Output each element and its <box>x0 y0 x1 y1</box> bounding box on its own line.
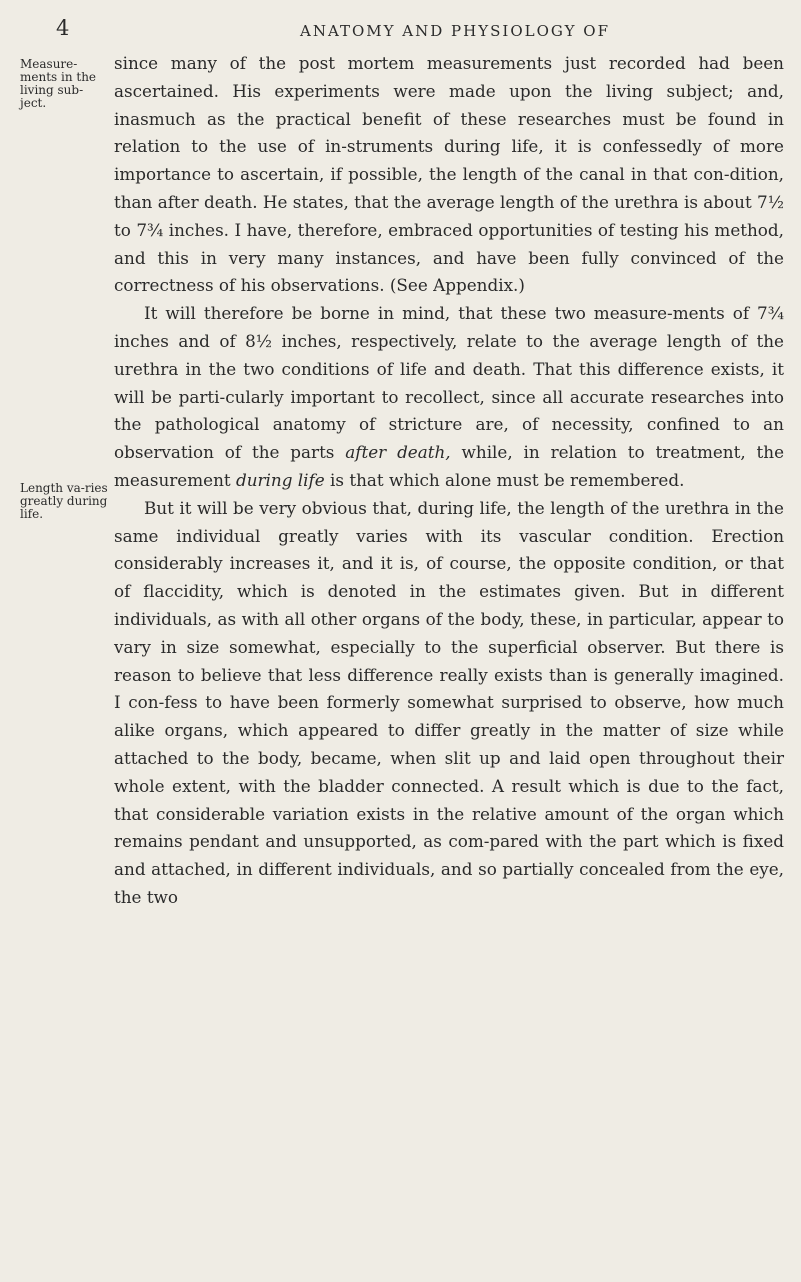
paragraph-3: But it will be very obvious that, during life, the length of the urethra in the same individual greatly varies with its vascular condition. Erection considerably increases it, and it is, of course, the opposite condition, or that of flaccidity, which is denoted in the estimates given. But in different individuals, as with all other organs of the body, these, in particular, appear to vary in size somewhat, especially to the superficial observer. But there is reason to believe that less difference really exists than is generally imagined. I con-fess to have been formerly somewhat surprised to observe, how much alike organs, which appeared to differ greatly in the matter of size while attached to the body, became, when slit up and laid open throughout their whole extent, with the bladder connected. A result which is due to the fact, that considerable variation exists in the relative amount of the organ which remains pendant and unsupported, as com-pared with the part which is fixed and attached, in different individuals, and so partially concealed from the eye, the two <box>114 497 784 907</box>
running-head: ANATOMY AND PHYSIOLOGY OF <box>300 22 610 40</box>
paragraph-2-text-a: It will therefore be borne in mind, that these two measure-ments of 7¾ inches and of 8½ inches, respectively, relate to the average length of the urethra in the two conditions of life and death. That this difference exists, it will be parti-cularly important to recollect, since all accurate researches into the pathological anatomy of stricture are, of necessity, confined to an observation of the parts <box>114 303 784 463</box>
page-number: 4 <box>56 16 70 40</box>
body-text <box>114 50 784 912</box>
paragraph-2-emphasis-after-death: after death, <box>345 442 451 463</box>
paragraph-1: since many of the post mortem measurements just recorded had been ascertained. His experiments were made upon the living subject; and, inasmuch as the practical benefit of these researches must be found in relation to the use of in-struments during life, it is confessedly of more importance to ascertain, if possible, the length of the canal in that con-dition, than after death. He states, that the average length of the urethra is about 7½ to 7¾ inches. I have, therefore, embraced opportunities of testing his method, and this in very many instances, and have been fully convinced of the correctness of his observations. (See Appendix.) <box>114 53 784 296</box>
margin-note-measurements: Measure-ments in the living sub-ject. <box>20 57 97 110</box>
paragraph-2-text-b: while, in relation to treatment, the measurement <box>114 442 785 490</box>
paragraph-2 <box>114 300 784 495</box>
paragraph-2-emphasis-during-life: during life <box>235 469 325 490</box>
margin-note-length-varies: Length va-ries greatly during life. <box>20 481 108 521</box>
paragraph-2-text-c: is that which alone must be remembered. <box>330 469 685 490</box>
